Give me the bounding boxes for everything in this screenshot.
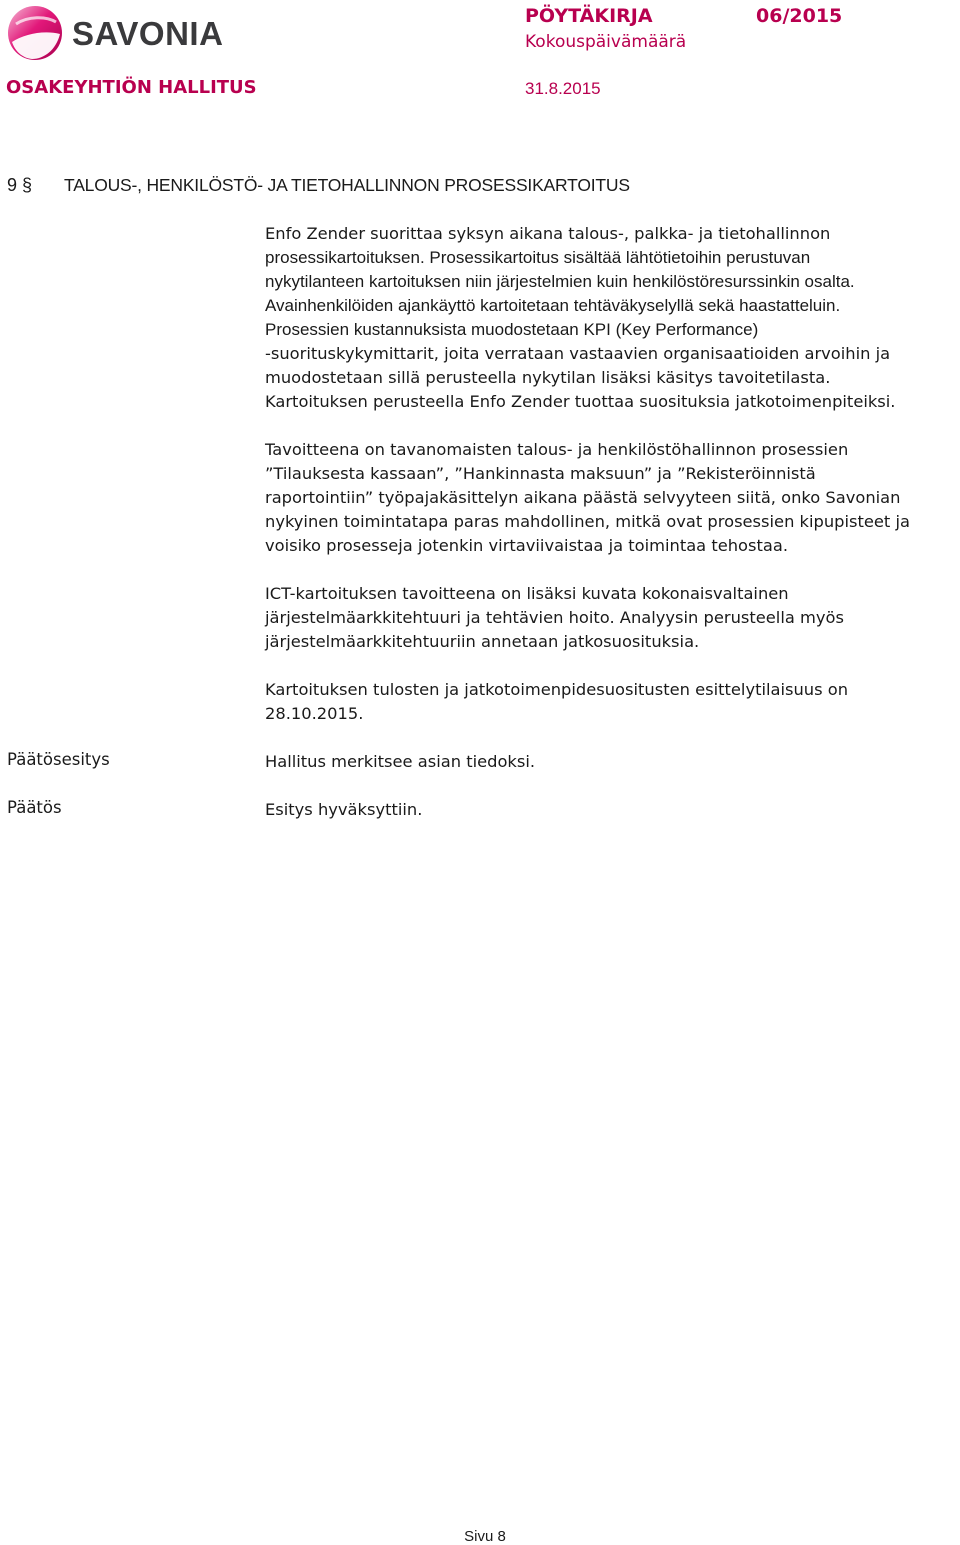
paragraph-line: järjestelmäarkkitehtuuri ja tehtävien hoito. Analyysin perusteella myös [265,608,844,627]
paragraph-description [265,222,955,414]
paragraph-line: Enfo Zender suorittaa syksyn aikana talous-, palkka- ja tietohallinnon [265,224,831,243]
paragraph-line: järjestelmäarkkitehtuuriin annetaan jatkosuosituksia. [265,632,700,651]
paragraph-line: ”Tilauksesta kassaan”, ”Hankinnasta maksuun” ja ”Rekisteröinnistä [265,464,816,483]
section-number: 9 [7,175,18,195]
paragraph-presentation [265,678,955,726]
paragraph-line: ICT-kartoituksen tavoitteena on lisäksi kuvata kokonaisvaltainen [265,584,789,603]
paragraph-line: raportointiin” työpajakäsittelyn aikana päästä selvyyteen siitä, onko Savonian [265,488,901,507]
paragraph-line: muodostetaan sillä perusteella nykytilan lisäksi käsitys tavoitetilasta. [265,368,831,387]
document-number: 06/2015 [756,5,843,27]
paragraph-goals [265,438,955,558]
paragraph-line: Kartoituksen perusteella Enfo Zender tuottaa suosituksia jatkotoimenpiteiksi. [265,392,896,411]
section-title: TALOUS-, HENKILÖSTÖ- JA TIETOHALLINNON PROSESSIKARTOITUS [64,175,630,195]
page-number: Sivu 8 [464,1528,506,1545]
paragraph-line: voisiko prosesseja jotenkin virtaviivaistaa ja toimintaa tehostaa. [265,536,789,555]
logo-wordmark: SAVONIA [72,14,224,52]
decision-text: Esitys hyväksyttiin. [265,800,423,819]
proposal-text: Hallitus merkitsee asian tiedoksi. [265,752,536,771]
paragraph-line: -suorituskykymittarit, joita verrataan vastaavien organisaatioiden arvoihin ja [265,344,891,363]
proposal-label: Päätösesitys [7,750,110,769]
paragraph-line: nykyinen toimintatapa paras mahdollinen, mitkä ovat prosessien kipupisteet ja [265,512,910,531]
organization-name: OSAKEYHTIÖN HALLITUS [6,77,257,98]
meeting-date-label: Kokouspäivämäärä [525,32,687,52]
paragraph-line: prosessikartoituksen. Prosessikartoitus sisältää lähtötietoihin perustuvan [265,248,811,267]
paragraph-line: Avainhenkilöiden ajankäyttö kartoitetaan tehtäväkyselyllä sekä haastatteluin. [265,296,841,315]
section-sign: § [22,175,33,195]
decision-label: Päätös [7,798,62,817]
document-type: PÖYTÄKIRJA [525,5,653,27]
paragraph-line: Kartoituksen tulosten ja jatkotoimenpidesuositusten esittelytilaisuus on [265,680,849,699]
savonia-logo [6,4,223,62]
paragraph-line: Tavoitteena on tavanomaisten talous- ja henkilöstöhallinnon prosessien [265,440,849,459]
savonia-logo-mark-icon [6,4,64,62]
paragraph-ict [265,582,955,654]
paragraph-line: nykytilanteen kartoituksen niin järjestelmien kuin henkilöstöresurssinkin osalta. [265,272,855,291]
meeting-date: 31.8.2015 [525,79,601,98]
paragraph-line: Prosessien kustannuksista muodostetaan KPI (Key Performance) [265,320,759,339]
paragraph-line: 28.10.2015. [265,704,364,723]
